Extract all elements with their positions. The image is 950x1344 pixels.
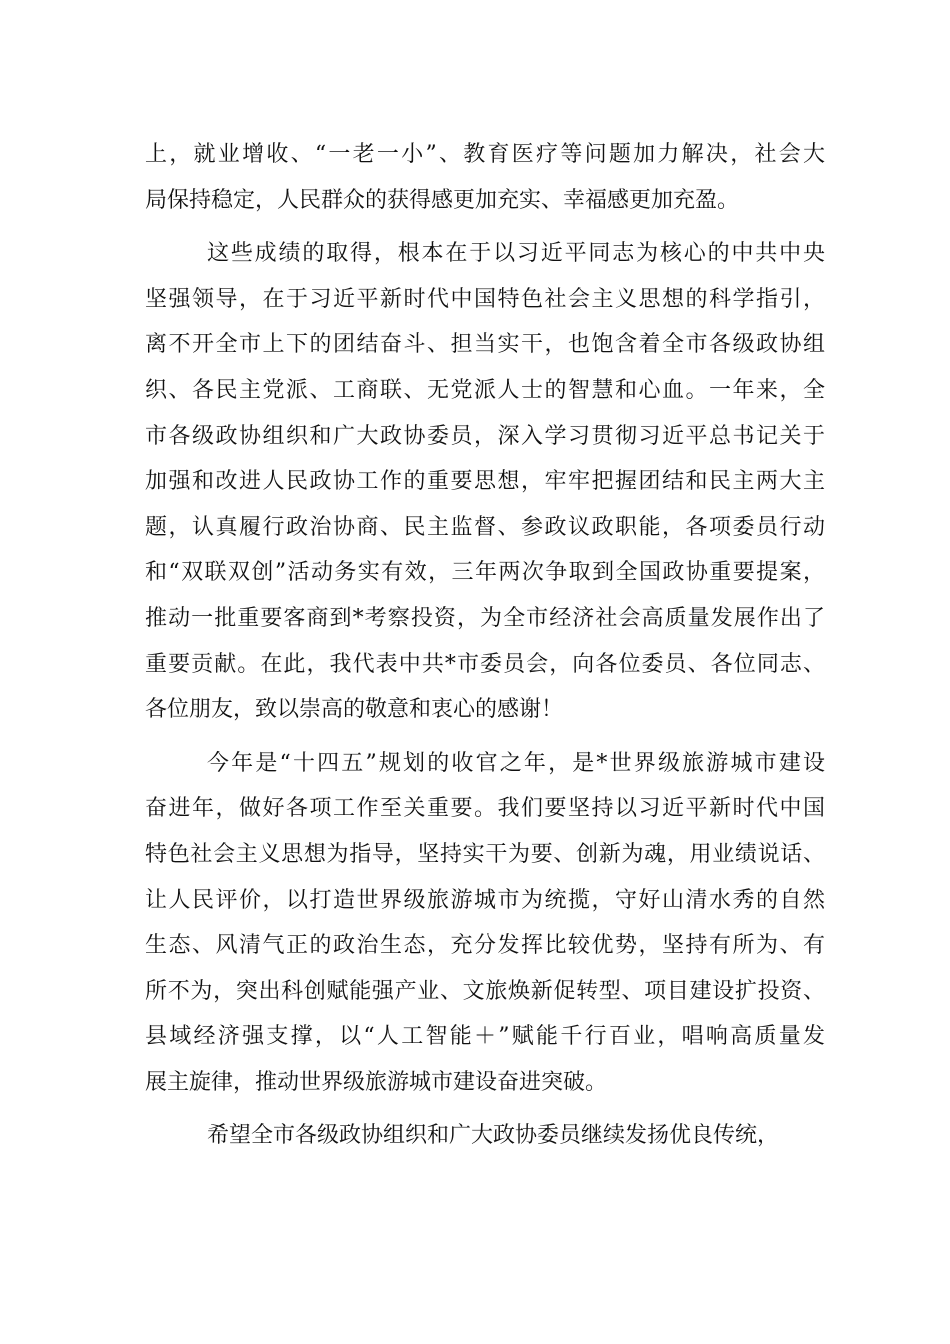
text-line: 生态、风清气正的政治生态，充分发挥比较优势，坚持有所为、有 bbox=[145, 933, 825, 959]
text-line: 这些成绩的取得，根本在于以习近平同志为核心的中共中央 bbox=[207, 241, 825, 267]
text-line: 推动一批重要客商到*考察投资，为全市经济社会高质量发展作出了 bbox=[145, 605, 825, 631]
text-line: 重要贡献。在此，我代表中共*市委员会，向各位委员、各位同志、 bbox=[145, 651, 825, 677]
paragraph bbox=[145, 1113, 825, 1159]
text-line: 上，就业增收、“一老一小”、教育医疗等问题加力解决，社会大 bbox=[145, 142, 825, 167]
text-line: 局保持稳定，人民群众的获得感更加充实、幸福感更加充盈。 bbox=[145, 187, 740, 213]
document-body bbox=[145, 132, 825, 1159]
text-line: 坚强领导，在于习近平新时代中国特色社会主义思想的科学指引， bbox=[145, 286, 825, 312]
text-line: 希望全市各级政协组织和广大政协委员继续发扬优良传统， bbox=[207, 1123, 780, 1149]
text-line: 市各级政协组织和广大政协委员，深入学习贯彻习近平总书记关于 bbox=[145, 423, 825, 449]
text-line: 加强和改进人民政协工作的重要思想，牢牢把握团结和民主两大主 bbox=[145, 469, 825, 495]
text-line: 题，认真履行政治协商、民主监督、参政议政职能，各项委员行动 bbox=[145, 514, 825, 540]
text-line: 和“双联双创”活动务实有效，三年两次争取到全国政协重要提案， bbox=[145, 560, 825, 586]
paragraph bbox=[145, 231, 825, 733]
text-line: 展主旋律，推动世界级旅游城市建设奋进突破。 bbox=[145, 1069, 608, 1095]
text-line: 奋进年，做好各项工作至关重要。我们要坚持以习近平新时代中国 bbox=[145, 796, 825, 822]
text-line: 让人民评价，以打造世界级旅游城市为统揽，守好山清水秀的自然 bbox=[145, 887, 825, 913]
text-line: 织、各民主党派、工商联、无党派人士的智慧和心血。一年来，全 bbox=[145, 377, 825, 403]
paragraph bbox=[145, 132, 825, 223]
text-line: 各位朋友，致以崇高的敬意和衷心的感谢！ bbox=[145, 697, 564, 723]
paragraph bbox=[145, 741, 825, 1106]
text-line: 今年是“十四五”规划的收官之年，是*世界级旅游城市建设 bbox=[207, 750, 825, 776]
text-line: 离不开全市上下的团结奋斗、担当实干，也饱含着全市各级政协组 bbox=[145, 332, 825, 358]
text-line: 县域经济强支撑，以“人工智能＋”赋能千行百业，唱响高质量发 bbox=[145, 1024, 825, 1050]
text-line: 特色社会主义思想为指导，坚持实干为要、创新为魂，用业绩说话、 bbox=[145, 841, 825, 867]
text-line: 所不为，突出科创赋能强产业、文旅焕新促转型、项目建设扩投资、 bbox=[145, 978, 825, 1004]
